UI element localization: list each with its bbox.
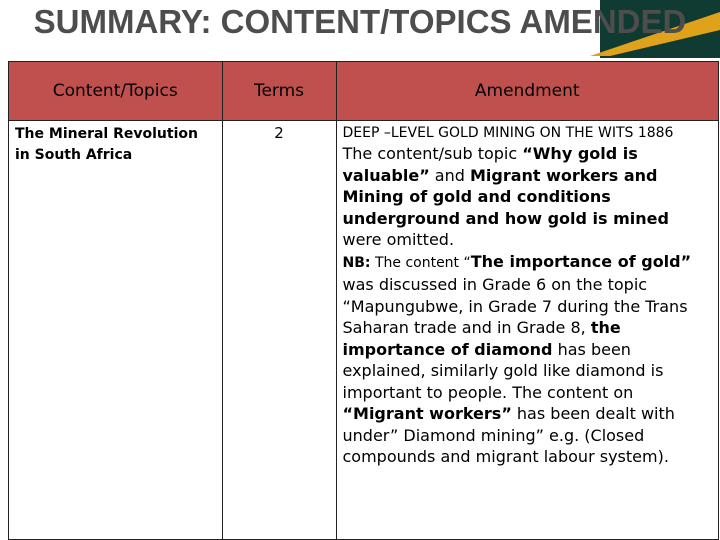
nb-text: has been dealt with under” Diamond mining” e.g. (Closed compounds and migrant labour system).: [342, 404, 675, 466]
amendment-bold-text: “Why gold is valuable”: [342, 144, 638, 185]
nb-bold-text: “Migrant workers”: [342, 404, 512, 423]
amendment-heading: DEEP –LEVEL GOLD MINING ON THE WITS 1886: [342, 125, 674, 141]
nb-paragraph: [343, 251, 713, 468]
amendment-cell: [336, 121, 718, 540]
nb-bold-text: The importance of gold”: [470, 251, 692, 271]
nb-bold-text: the importance of diamond: [342, 318, 621, 359]
amendment-paragraph: [343, 143, 713, 251]
table-row: [9, 121, 718, 540]
amendment-bold-text: Migrant workers and Mining of gold and conditions underground and how gold is mined: [342, 165, 669, 228]
nb-text: has been explained, similarly gold like diamond is important to people. The content on: [342, 339, 664, 402]
table-header-row: [9, 62, 718, 121]
slide-title: SUMMARY: CONTENT/TOPICS AMENDED: [33, 3, 687, 40]
amendment-text: and: [429, 165, 470, 185]
header-content-topics: Content/Topics: [9, 62, 222, 121]
amendment-text: were omitted.: [342, 230, 455, 249]
nb-text: was discussed in Grade 6 on the topic “Mapungubwe, in Grade 7 during the Trans Saharan trade and in Grade 8,: [342, 275, 688, 337]
summary-table: [8, 61, 719, 540]
amendment-text: The content/sub topic: [342, 144, 523, 163]
header-terms: Terms: [222, 62, 336, 121]
nb-label: NB:: [342, 254, 371, 271]
nb-text: The content “: [370, 254, 471, 271]
topic-cell: The Mineral Revolution in South Africa: [9, 121, 222, 540]
header-amendment: Amendment: [336, 62, 718, 121]
term-cell: 2: [222, 121, 336, 540]
